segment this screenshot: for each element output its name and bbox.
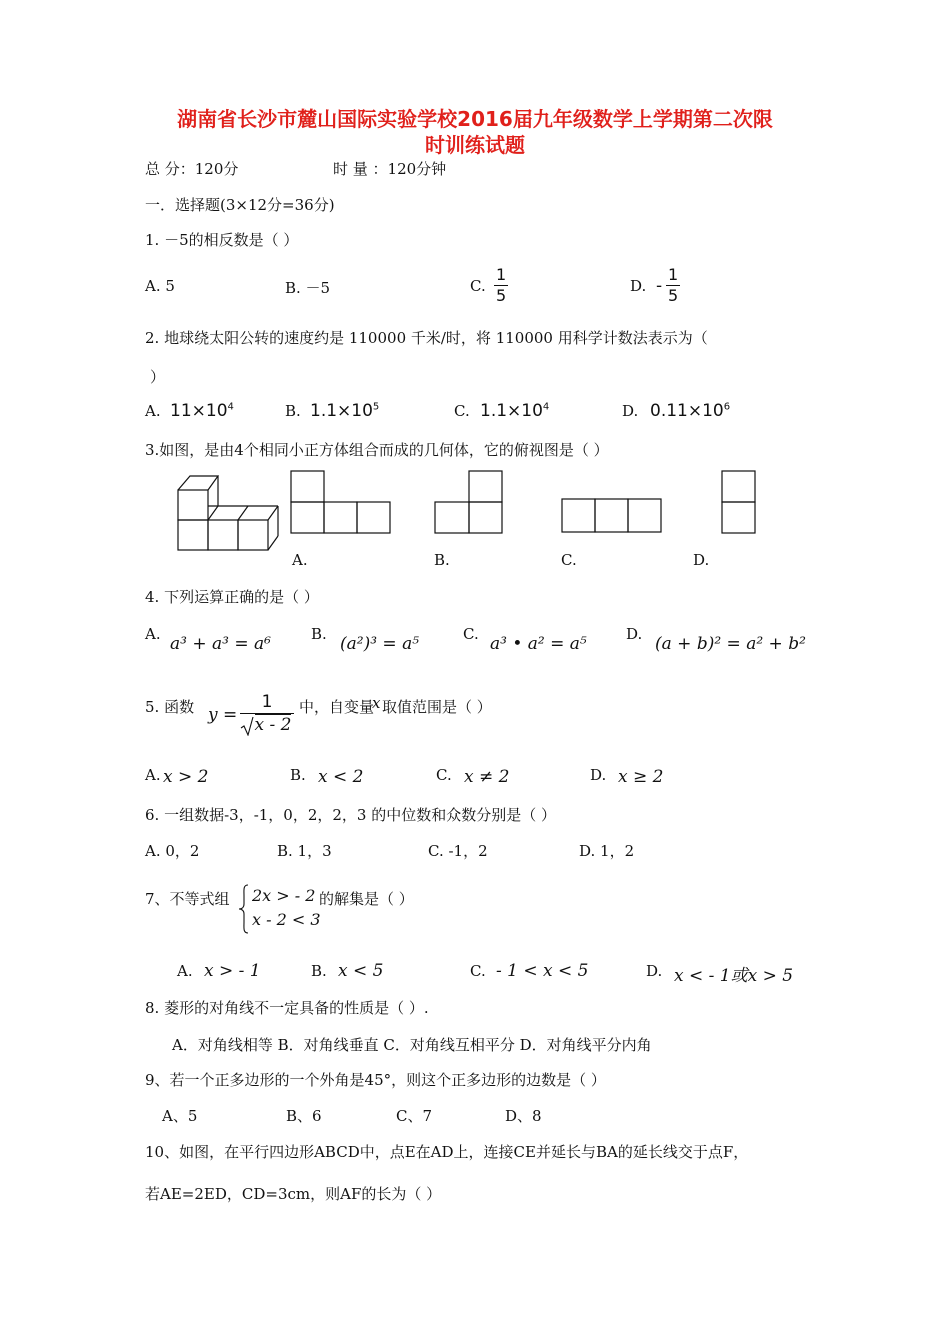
page-title-line1: 湖南省长沙市麓山国际实验学校2016届九年级数学上学期第二次限 [177, 107, 773, 131]
section-heading: 一．选择题(3×12分=36分) [145, 196, 335, 214]
q2-option-a-value: $11\times 10^4$ [170, 401, 234, 421]
q2-option-c-value: $1.1\times 10^4$ [480, 401, 550, 421]
q4-option-b-expr: (a²)³ = a⁵ [340, 634, 420, 654]
fraction-numerator: 1 [240, 691, 294, 714]
q1-option-d-fraction [666, 265, 680, 306]
q7-option-a: x > - 1 [204, 961, 261, 981]
q3-option-d-view [721, 470, 757, 534]
q4-option-b-label: B. [311, 625, 327, 643]
q4-option-d-label: D. [626, 625, 643, 643]
q7-option-b: x < 5 [338, 961, 384, 981]
question-2-stem-cont: ） [150, 368, 166, 386]
fraction-numerator: 1 [496, 265, 507, 284]
q3-option-a-view [290, 470, 392, 534]
q7-option-c: - 1 < x < 5 [496, 961, 589, 981]
q3-option-d: D. [693, 551, 710, 569]
q2-option-d-label: D. [622, 402, 639, 420]
q5-variable: x [372, 694, 381, 712]
q5-option-d-label: D. [590, 766, 607, 784]
q7-option-c-label: C. [470, 962, 486, 980]
q7-option-d-label: D. [646, 962, 663, 980]
q5-option-d: x ≥ 2 [618, 767, 664, 787]
q7-option-d: x < - 1或x > 5 [674, 966, 794, 986]
question-10-line2: 若AE=2ED，CD=3cm，则AF的长为（ ） [145, 1185, 442, 1203]
q5-fraction [240, 691, 294, 736]
q9-option-a: A、5 [162, 1107, 198, 1125]
q7-option-a-label: A. [177, 962, 193, 980]
question-2-stem: 2. 地球绕太阳公转的速度约是 110000 千米/时，将 110000 用科学计数法表示为（ [145, 329, 708, 347]
q4-option-c-expr: a³ • a² = a⁵ [490, 634, 587, 654]
fraction-denominator: 5 [496, 286, 507, 305]
q3-option-c: C. [561, 551, 577, 569]
q3-option-c-view [561, 498, 663, 534]
q5-option-b-label: B. [290, 766, 306, 784]
brace-icon [238, 884, 250, 934]
total-score: 总 分：120分 [145, 160, 239, 178]
question-4-stem: 4. 下列运算正确的是（ ） [145, 588, 319, 606]
page-title-line2: 时训练试题 [425, 133, 525, 157]
q4-option-d-expr: (a + b)² = a² + b² [655, 634, 806, 654]
question-1-stem: 1. －5的相反数是（ ） [145, 231, 299, 249]
q6-option-a: A. 0，2 [145, 842, 200, 860]
q6-option-d: D. 1，2 [579, 842, 635, 860]
question-3-stem: 3.如图，是由4个相同小正方体组合而成的几何体，它的俯视图是（ ） [145, 441, 609, 459]
question-7-prefix: 7、不等式组 [145, 890, 230, 908]
fraction-denominator: 5 [668, 286, 679, 305]
q7-option-b-label: B. [311, 962, 327, 980]
q1-option-c-label: C. [470, 277, 486, 295]
fraction-numerator: 1 [668, 265, 679, 284]
question-5-suffix: 中，自变量 [299, 698, 375, 716]
q9-option-b: B、6 [286, 1107, 322, 1125]
q7-inequality-1: 2x > - 2 [252, 886, 316, 905]
q5-option-a: x > 2 [163, 767, 209, 787]
q3-option-b-view [434, 470, 504, 534]
q3-option-a: A. [292, 551, 308, 569]
question-8-stem: 8. 菱形的对角线不一定具备的性质是（ ）. [145, 999, 429, 1017]
question-9-stem: 9、若一个正多边形的一个外角是45°，则这个正多边形的边数是（ ） [145, 1071, 606, 1089]
q2-option-b-value: $1.1\times 10^5$ [310, 401, 380, 421]
q7-inequality-2: x - 2 < 3 [252, 910, 321, 929]
q1-option-d-sign: - [656, 276, 663, 296]
q5-option-c-label: C. [436, 766, 452, 784]
q1-option-b: B. －5 [285, 279, 331, 297]
q5-option-a-label: A. [145, 766, 161, 784]
fraction-denominator: x - 2 [240, 714, 294, 736]
q2-option-c-label: C. [454, 402, 470, 420]
q3-option-b: B. [434, 551, 450, 569]
question-6-stem: 6. 一组数据-3，-1，0，2，2，3 的中位数和众数分别是（ ） [145, 806, 557, 824]
q2-option-a-label: A. [145, 402, 161, 420]
question-5-prefix: 5. 函数 [145, 698, 195, 716]
q4-option-c-label: C. [463, 625, 479, 643]
q8-options: A．对角线相等 B．对角线垂直 C．对角线互相平分 D．对角线平分内角 [172, 1036, 652, 1054]
q2-option-d-value: $0.11\times 10^6$ [650, 401, 731, 421]
sqrt-icon [240, 716, 254, 736]
q4-option-a-expr: a³ + a³ = a⁶ [170, 634, 271, 654]
q2-option-b-label: B. [285, 402, 301, 420]
q6-option-b: B. 1，3 [277, 842, 332, 860]
q5-function-y: y = [208, 705, 238, 725]
cube-solid-figure [170, 470, 282, 552]
q1-option-d-label: D. [630, 277, 647, 295]
q1-option-c-fraction [494, 265, 508, 306]
question-7-suffix: 的解集是（ ） [319, 890, 414, 908]
q1-option-a: A. 5 [145, 277, 175, 295]
q4-option-a-label: A. [145, 625, 161, 643]
q9-option-d: D、8 [505, 1107, 542, 1125]
q5-option-b: x < 2 [318, 767, 364, 787]
q6-option-c: C. -1，2 [428, 842, 488, 860]
time-limit: 时 量 ：120分钟 [333, 160, 447, 178]
q5-option-c: x ≠ 2 [464, 767, 510, 787]
question-5-suffix2: 取值范围是（ ） [382, 698, 492, 716]
q9-option-c: C、7 [396, 1107, 433, 1125]
question-10-line1: 10、如图，在平行四边形ABCD中，点E在AD上，连接CE并延长与BA的延长线交于点F， [145, 1143, 749, 1161]
